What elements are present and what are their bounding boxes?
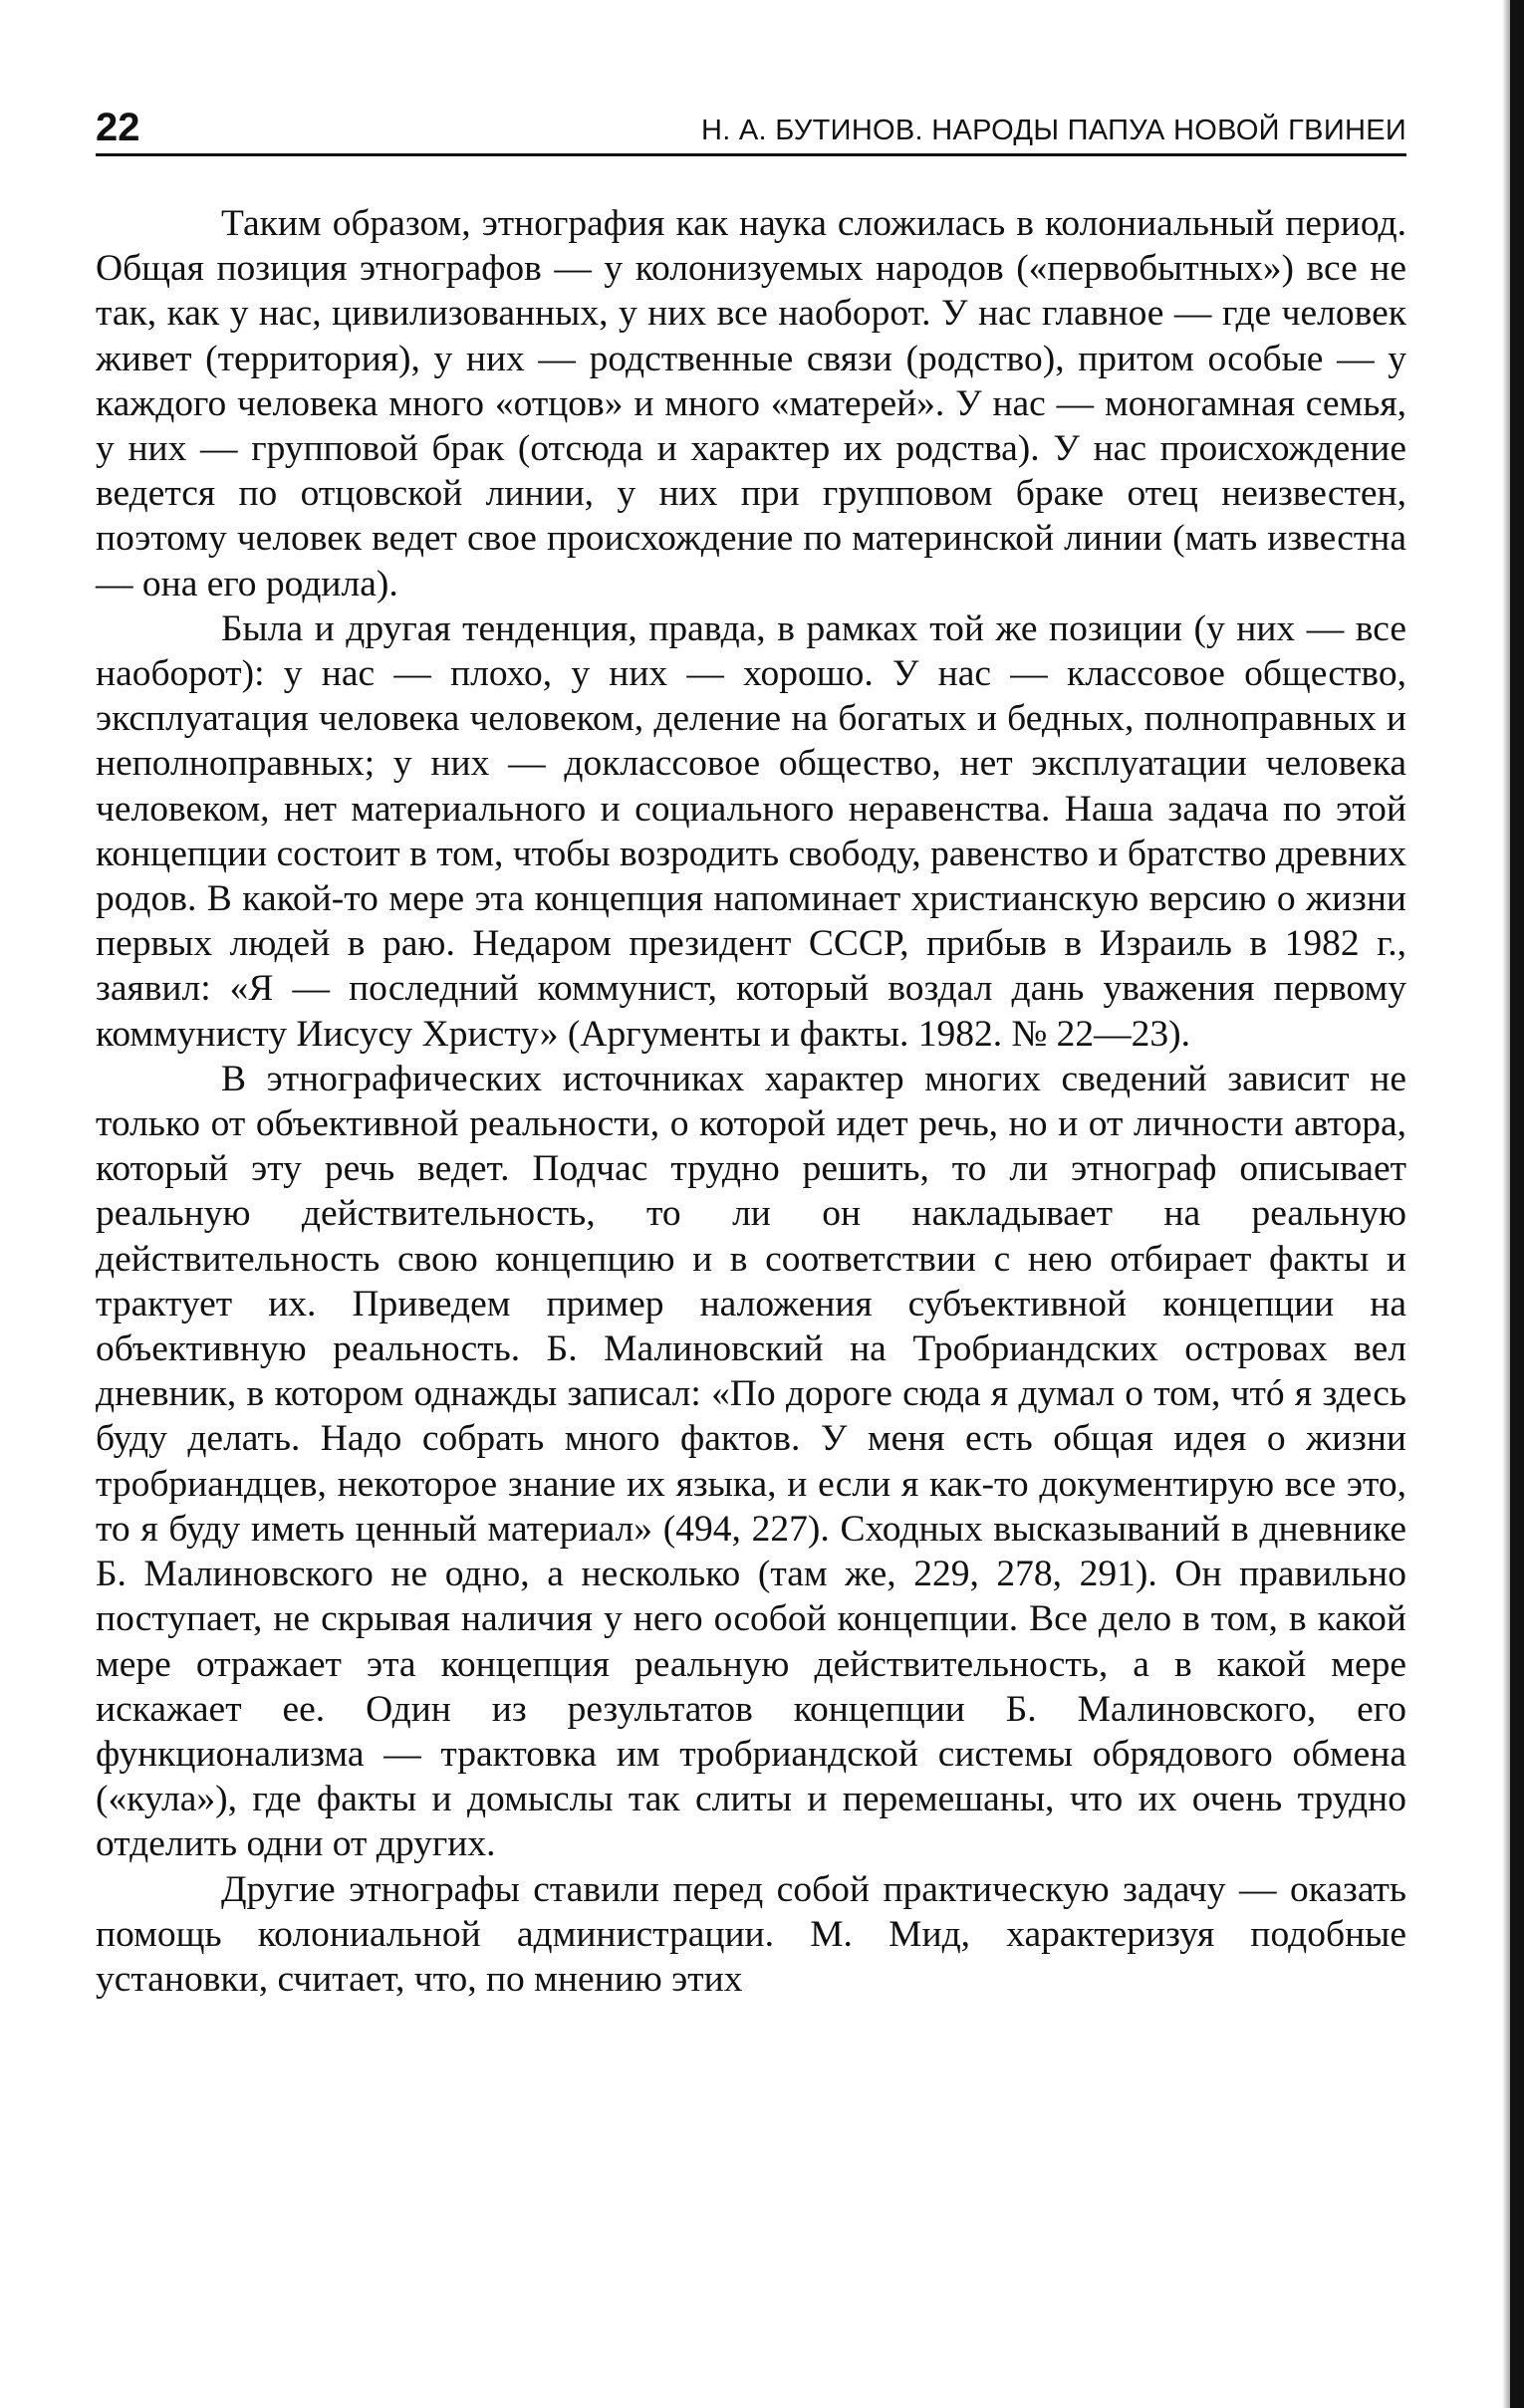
page-number: 22 [96, 106, 140, 149]
page-header [96, 92, 1406, 156]
paragraph: Была и другая тенденция, правда, в рамках той же позиции (у них — все наоборот): у нас — плохо, у них — хорошо. У нас — классовое общество, эксплуатация человека человеком, деление на богатых и бедных, полноправных и неполноправных; у них — доклассовое общество, нет эксплуатации человека человеком, нет материального и социального неравенства. Наша задача по этой концепции состоит в том, чтобы возродить свободу, равенство и братство древних родов. В какой-то мере эта концепция напоминает христианскую версию о жизни первых людей в раю. Недаром президент СССР, прибыв в Израиль в 1982 г., заявил: «Я — последний коммунист, который воздал дань уважения первому коммунисту Иисусу Христу» (Аргументы и факты. 1982. № 22—23). [96, 607, 1406, 1055]
page-edge-bar [1510, 0, 1524, 2408]
paragraph: Другие этнографы ставили перед собой практическую задачу — оказать помощь колониальной администрации. М. Мид, характеризуя подобные установки, считает, что, по мнению этих [96, 1868, 1406, 2000]
page-edge-shadow [1502, 0, 1510, 2408]
paragraph: Таким образом, этнография как наука сложилась в колониальный период. Общая позиция этнографов — у колонизуемых народов («первобытных») все не так, как у нас, цивилизованных, у них все наоборот. У нас главное — где человек живет (территория), у них — родственные связи (родство), притом особые — у каждого человека много «отцов» и много «матерей». У нас — моногамная семья, у них — групповой брак (отсюда и характер их родства). У нас происхождение ведется по отцовской линии, у них при групповом браке отец неизвестен, поэтому человек ведет свое происхождение по материнской линии (мать известна — она его родила). [96, 203, 1406, 604]
paragraph: В этнографических источниках характер многих сведений зависит не только от объективной реальности, о которой идет речь, но и от личности автора, который эту речь ведет. Подчас трудно решить, то ли этнограф описывает реальную действительность, то ли он накладывает на реальную действительность свою концепцию и в соответствии с нею отбирает факты и трактует их. Приведем пример наложения субъективной концепции на объективную реальность. Б. Малиновский на Тробриандских островах вел дневник, в котором однажды записал: «По дороге сюда я думал о том, чтó я здесь буду делать. Надо собрать много фактов. У меня есть общая идея о жизни тробриандцев, некоторое знание их языка, и если я как-то документирую все это, то я буду иметь ценный материал» (494, 227). Сходных высказываний в дневнике Б. Малиновского не одно, а несколько (там же, 229, 278, 291). Он правильно поступает, не скрывая наличия у него особой концепции. Все дело в том, в какой мере отражает эта концепция реальную действительность, а в какой мере искажает ее. Один из результатов концепции Б. Малиновского, его функционализма — трактовка им тробриандской системы обрядового обмена («кула»), где факты и домыслы так слиты и перемешаны, что их очень трудно отделить одни от других. [96, 1058, 1406, 1865]
body-text [96, 201, 1406, 2002]
running-head: Н. А. БУТИНОВ. НАРОДЫ ПАПУА НОВОЙ ГВИНЕИ [700, 115, 1406, 146]
